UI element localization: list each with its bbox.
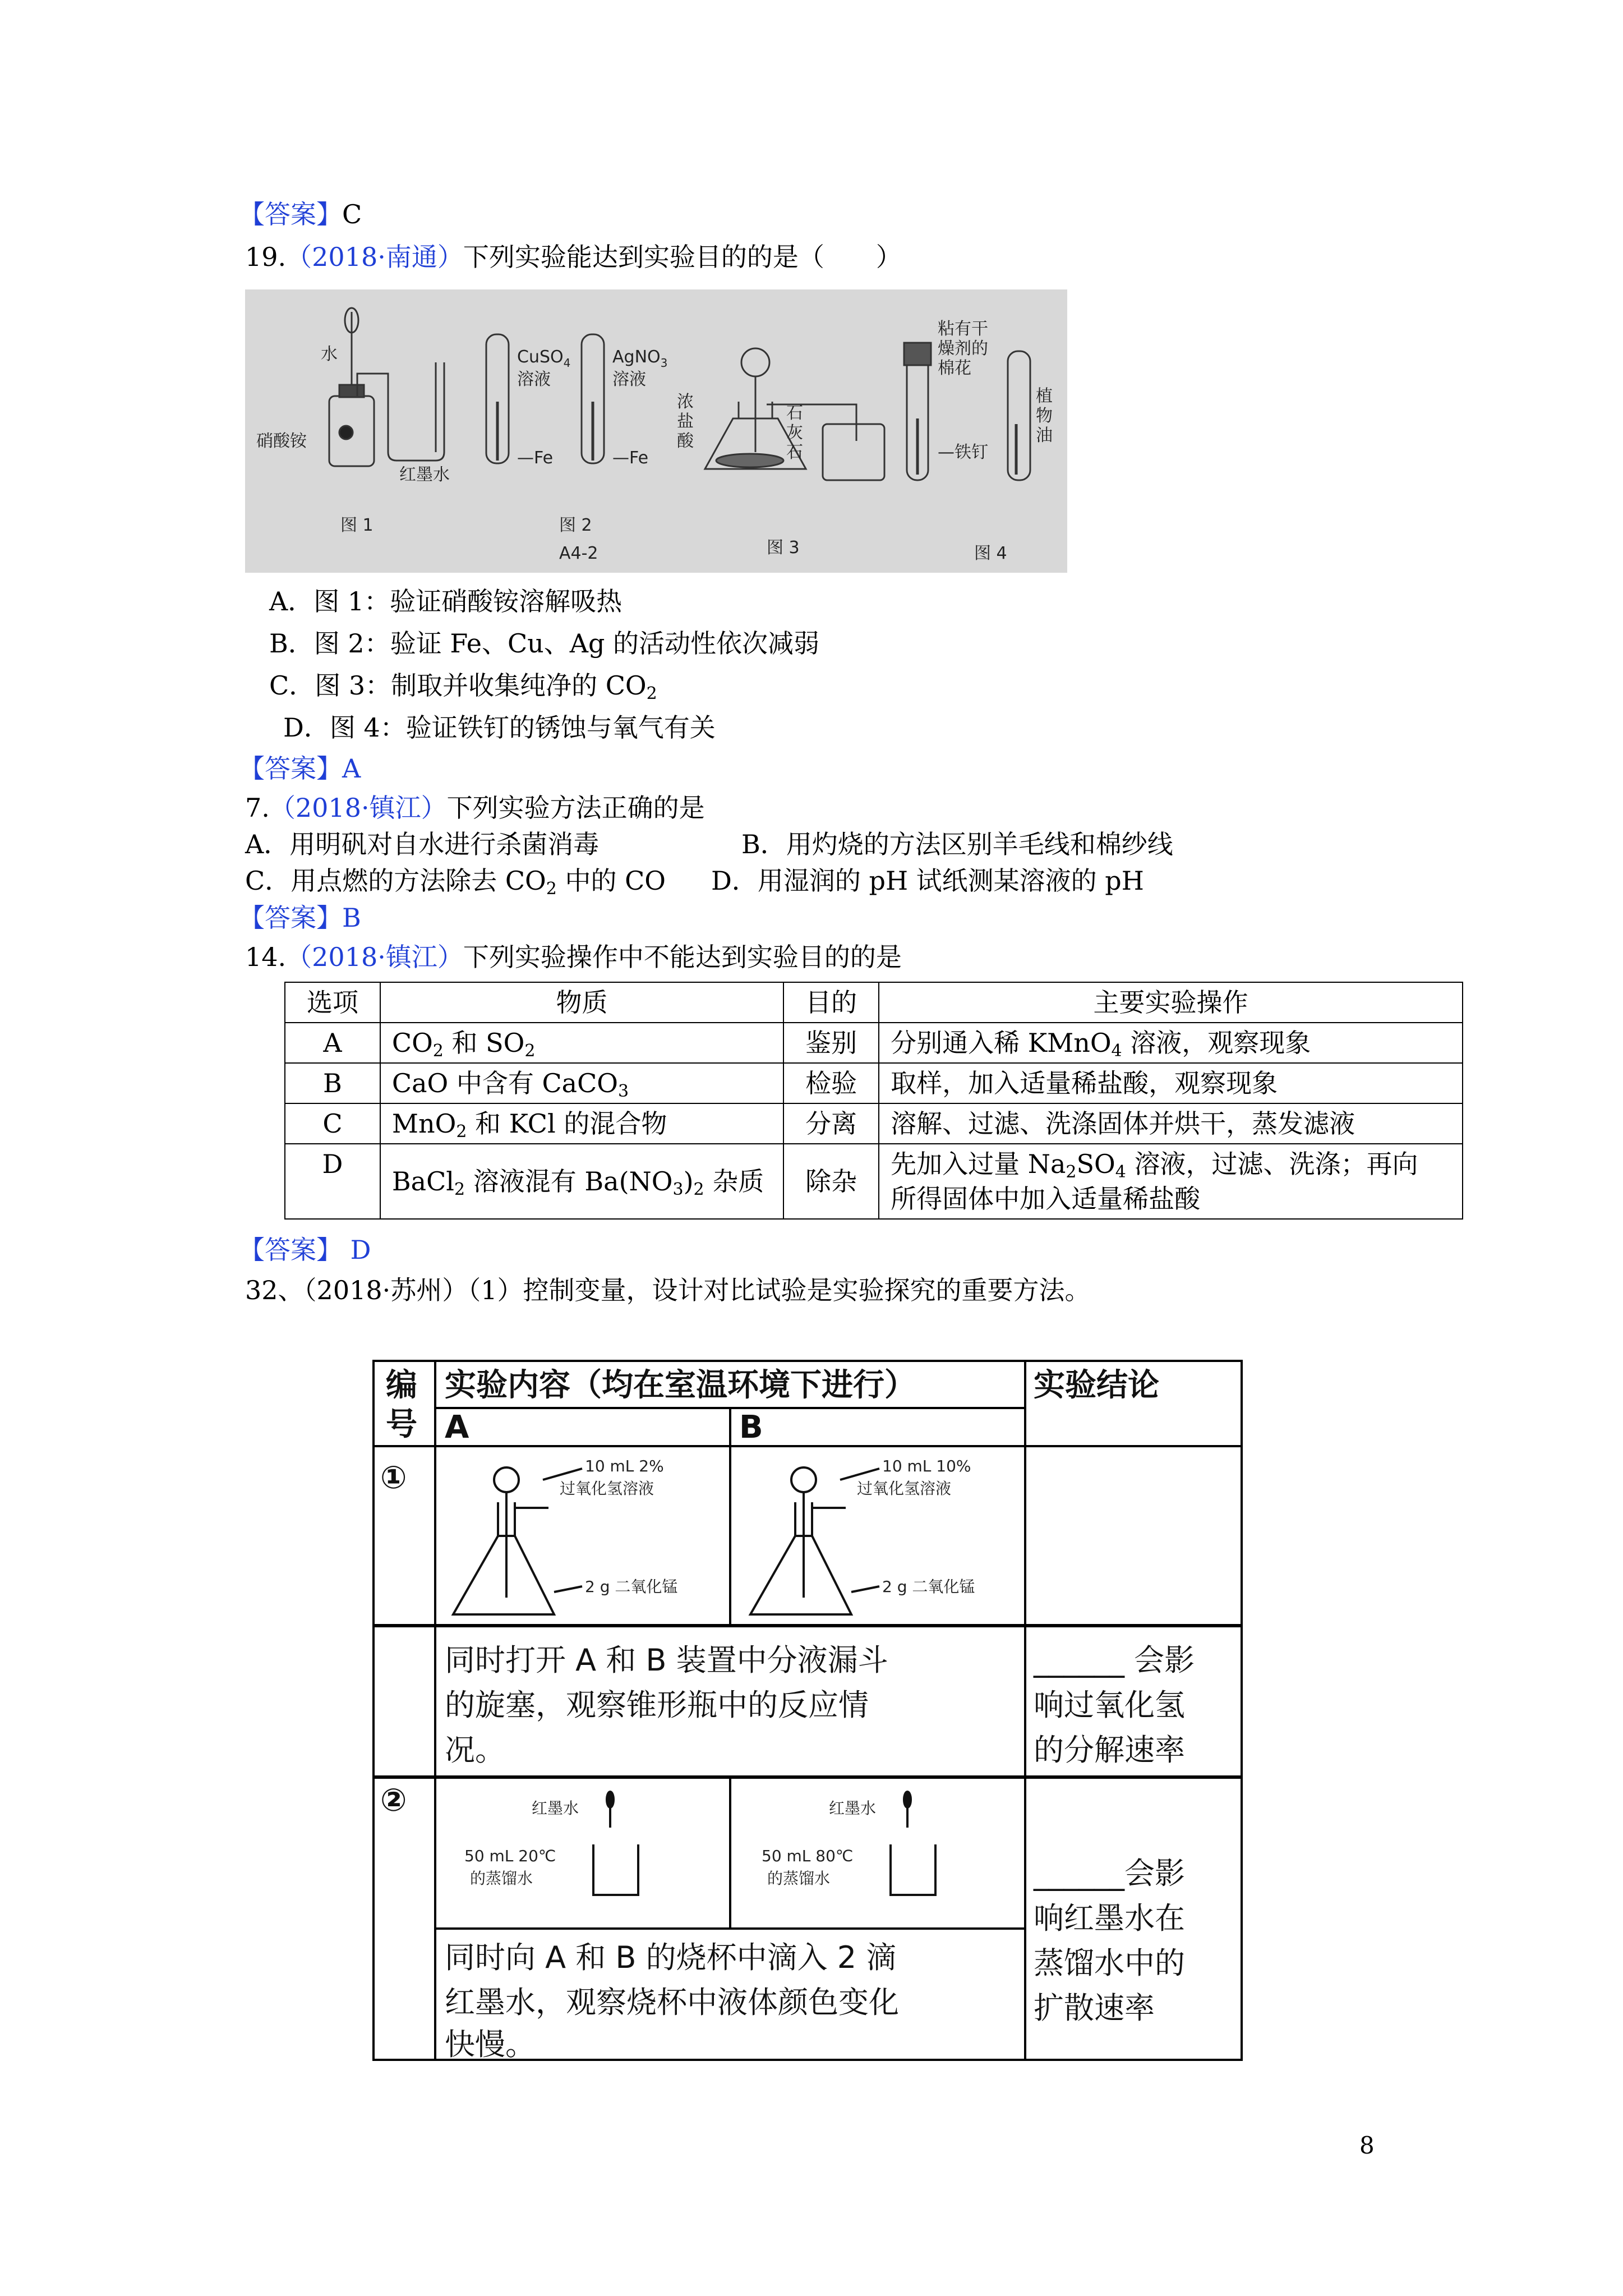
q32-table-svg (369, 1356, 1246, 2064)
col-content-header: 实验内容（均在室温环境下进行） (445, 1367, 916, 1404)
row2-concl-2: 响红墨水在 (1034, 1901, 1185, 1936)
row1-text-2: 的旋塞，观察锥形瓶中的反应情 (445, 1687, 869, 1723)
beaker-b-label-2: 50 mL 80℃ (762, 1847, 854, 1865)
table-header-row (285, 982, 1463, 1023)
q7-option-d: D．用湿润的 pH 试纸测某溶液的 pH (711, 866, 1144, 896)
row1-text-1: 同时打开 A 和 B 装置中分液漏斗 (445, 1642, 888, 1678)
row2-concl-3: 蒸馏水中的 (1034, 1945, 1185, 1981)
fig3-stone-label-3: 石 (786, 443, 803, 462)
flask-b-label-2: 过氧化氢溶液 (857, 1479, 952, 1498)
row1-text-3: 况。 (445, 1732, 505, 1768)
fig2-agno3-label: AgNO$_3$ (612, 347, 668, 370)
q19-apparatus-figure (245, 289, 1067, 573)
row1-concl-3: 的分解速率 (1034, 1732, 1185, 1768)
q19-stem: 19.（2018·南通）下列实验能达到实验目的的是（ ） (245, 242, 902, 272)
fig4-nail-label: —铁钉 (938, 443, 988, 462)
col-num-header-2: 号 (386, 1406, 417, 1443)
beaker-b-label-3: 的蒸馏水 (767, 1869, 831, 1888)
col-conclusion-header: 实验结论 (1034, 1367, 1159, 1404)
answer-b: 【答案】B (239, 903, 361, 933)
row2-concl-4: 扩散速率 (1034, 1990, 1155, 2026)
q19-option-a: A．图 1：验证硝酸铵溶解吸热 (269, 586, 623, 616)
row2-text-2: 红墨水，观察烧杯中液体颜色变化 (445, 1985, 899, 2020)
q32-stem: 32、（2018·苏州）（1）控制变量，设计对比试验是实验探究的重要方法。 (245, 1275, 1091, 1305)
col-b-header: B (739, 1409, 763, 1446)
beaker-b-label-1: 红墨水 (829, 1799, 877, 1818)
row2-concl-1: ______会影 (1034, 1856, 1185, 1891)
row2-text-1: 同时向 A 和 B 的烧杯中滴入 2 滴 (445, 1940, 897, 1975)
q32-experiment-table (369, 1356, 1246, 2064)
q19-option-b: B．图 2：验证 Fe、Cu、Ag 的活动性依次减弱 (269, 628, 820, 659)
beaker-a-label-1: 红墨水 (532, 1799, 579, 1818)
answer-c: 【答案】C (239, 199, 362, 229)
q7-stem: 7.（2018·镇江）下列实验方法正确的是 (245, 793, 705, 823)
fig2-fe-label-1: —Fe (517, 448, 554, 468)
row1-number: ① (380, 1460, 407, 1496)
fig3-stone-label-1: 石 (786, 403, 803, 423)
q7-option-b: B．用灼烧的方法区别羊毛线和棉纱线 (741, 829, 1173, 859)
fig3-acid-label-3: 酸 (677, 431, 694, 451)
row2-text-3: 快慢。 (445, 2027, 536, 2062)
header-operation: 主要实验操作 (879, 982, 1463, 1023)
col-num-header-1: 编 (386, 1367, 417, 1404)
fig1-salt-label: 硝酸铵 (256, 431, 307, 451)
flask-a-label-1: 10 mL 2% (585, 1457, 664, 1475)
flask-b-label-1: 10 mL 10% (882, 1457, 971, 1475)
row1-concl-1: ______ 会影 (1034, 1642, 1195, 1678)
q7-option-a: A．用明矾对自水进行杀菌消毒 (245, 829, 600, 859)
fig2-fe-label-2: —Fe (612, 448, 649, 468)
row2-number: ② (380, 1782, 407, 1819)
beaker-a-label-3: 的蒸馏水 (470, 1869, 533, 1888)
answer-d: 【答案】 D (239, 1235, 371, 1265)
apparatus-figure-svg (245, 289, 1067, 573)
beaker-a-label-2: 50 mL 20℃ (464, 1847, 556, 1865)
page-number: 8 (1359, 2132, 1375, 2159)
table-row: A $CO_2$ 和 $SO_2$ 鉴别 分别通入稀 KMnO$_4$ 溶液，观察现象 (285, 1023, 1463, 1063)
header-option: 选项 (285, 982, 380, 1023)
fig4-oil-label-2: 物 (1036, 406, 1053, 426)
flask-a-label-2: 过氧化氢溶液 (560, 1479, 654, 1498)
fig1-caption: 图 1 (340, 516, 374, 535)
fig3-acid-label-1: 浓 (677, 392, 694, 412)
fig4-cotton-label-1: 粘有干 (938, 319, 988, 339)
fig2-cuso4-label: CuSO$_4$ (517, 347, 571, 370)
answer-a: 【答案】A (239, 753, 361, 784)
flask-a-label-3: 2 g 二氧化锰 (585, 1577, 678, 1596)
fig4-oil-label-3: 油 (1036, 426, 1053, 445)
fig2-caption: 图 2 (559, 516, 592, 535)
flask-b-label-3: 2 g 二氧化锰 (882, 1577, 975, 1596)
row1-concl-2: 响过氧化氢 (1034, 1687, 1185, 1723)
q14-stem: 14.（2018·镇江）下列实验操作中不能达到实验目的的是 (245, 942, 902, 972)
header-substance: 物质 (380, 982, 783, 1023)
fig1-water-label: 水 (321, 344, 338, 364)
fig4-cotton-label-2: 燥剂的 (938, 339, 988, 358)
fig3-acid-label-2: 盐 (677, 412, 694, 431)
table-row: C MnO$_2$ 和 KCl 的混合物 分离 溶解、过滤、洗涤固体并烘干，蒸发滤液 (285, 1103, 1463, 1144)
q19-option-c: C．图 3：制取并收集纯净的 $CO_2$ (269, 670, 657, 703)
fig4-cotton-label-3: 棉花 (938, 358, 971, 378)
q7-option-c: C．用点燃的方法除去 $CO_2$ 中的 CO (245, 866, 666, 899)
fig4-oil-label-1: 植 (1036, 386, 1053, 406)
fig1-ink-label: 红墨水 (399, 465, 450, 485)
fig2-solution-label-2: 溶液 (612, 370, 646, 389)
q14-table (284, 982, 1463, 1220)
fig4-caption: 图 4 (974, 544, 1007, 563)
col-a-header: A (445, 1409, 469, 1446)
fig3-stone-label-2: 灰 (786, 423, 803, 443)
fig3-caption: 图 3 (767, 538, 800, 558)
table-row: D BaCl$_2$ 溶液混有 $Ba(NO_3)_2$ 杂质 除杂 先加入过量 $Na_2SO_4$ 溶液，过滤、洗涤；再向 所得固体中加入适量稀盐酸 (285, 1144, 1463, 1219)
header-purpose: 目的 (783, 982, 879, 1023)
fig-code: A4-2 (559, 544, 598, 563)
q19-option-d: D．图 4：验证铁钉的锈蚀与氧气有关 (283, 712, 716, 743)
fig2-solution-label-1: 溶液 (517, 370, 551, 389)
table-row: B CaO 中含有 CaCO$_3$ 检验 取样，加入适量稀盐酸，观察现象 (285, 1063, 1463, 1103)
